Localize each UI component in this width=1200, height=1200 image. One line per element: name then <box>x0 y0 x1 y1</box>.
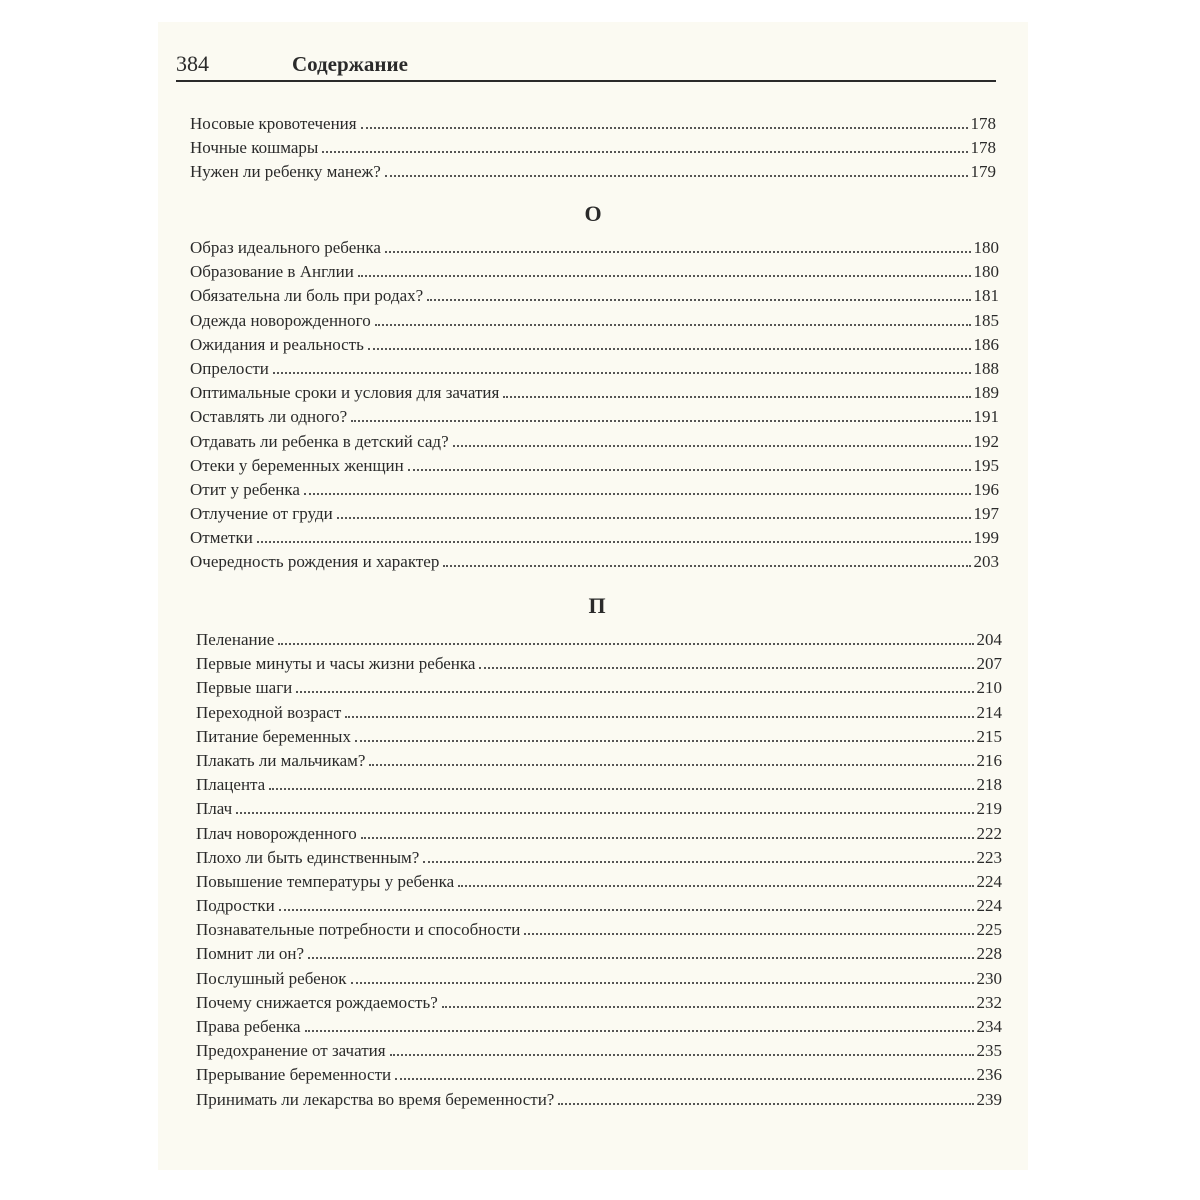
dot-leader <box>408 455 971 471</box>
dot-leader <box>279 895 974 911</box>
toc-entry-page-number: 191 <box>973 407 999 427</box>
toc-entry-title: Плацента <box>196 775 266 795</box>
dot-leader <box>375 310 971 326</box>
toc-entry <box>196 1039 1002 1063</box>
toc-entry <box>190 284 999 308</box>
toc-entry <box>190 357 999 381</box>
dot-leader <box>524 919 973 935</box>
dot-leader <box>308 943 973 959</box>
toc-entry-page-number: 222 <box>976 823 1002 843</box>
toc-entry <box>190 405 999 429</box>
dot-leader <box>269 774 973 790</box>
toc-entry-title: Познавательные потребности и способности <box>196 920 521 940</box>
running-title: Содержание <box>292 52 408 76</box>
toc-entry-title: Очередность рождения и характер <box>190 552 440 572</box>
dot-leader <box>453 431 971 447</box>
toc-entry-page-number: 204 <box>976 630 1002 649</box>
dot-leader <box>305 1016 974 1032</box>
toc-entry-page-number: 178 <box>970 114 996 133</box>
dot-leader <box>385 237 971 253</box>
dot-leader <box>337 503 971 519</box>
toc-entry <box>190 112 996 136</box>
toc-entry <box>196 1015 1002 1039</box>
toc-entry-title: Отеки у беременных женщин <box>190 455 404 475</box>
toc-entry-title: Оставлять ли одного? <box>190 407 348 427</box>
dot-leader <box>390 1040 974 1056</box>
toc-entry <box>190 526 999 550</box>
toc-entry-title: Послушный ребенок <box>196 968 347 988</box>
toc-entry-page-number: 215 <box>976 726 1002 746</box>
toc-entry-page-number: 199 <box>973 528 999 548</box>
dot-leader <box>278 629 973 645</box>
toc-entry-title: Отлучение от груди <box>190 504 333 524</box>
dot-leader <box>423 847 973 863</box>
toc-entry <box>196 749 1002 773</box>
toc-entry <box>196 676 1002 700</box>
dot-leader <box>385 161 968 177</box>
toc-entry-title: Плач <box>196 799 233 819</box>
toc-entry-title: Опрелости <box>190 358 269 378</box>
toc-entry-title: Образ идеального ребенка <box>190 238 381 257</box>
toc-entry <box>196 918 1002 942</box>
toc-entry-page-number: 189 <box>973 383 999 403</box>
toc-entry-title: Первые шаги <box>196 678 293 698</box>
toc-entry-title: Права ребенка <box>196 1017 301 1036</box>
toc-entry-page-number: 236 <box>976 1065 1002 1085</box>
toc-entry <box>196 725 1002 749</box>
toc-entry <box>196 1063 1002 1087</box>
dot-leader <box>558 1089 973 1105</box>
toc-entry-title: Плач новорожденного <box>196 823 357 843</box>
toc-entry-page-number: 186 <box>973 334 999 354</box>
toc-entry-title: Носовые кровотечения <box>190 114 357 133</box>
toc-entry <box>196 870 1002 894</box>
dot-leader <box>479 653 973 669</box>
dot-leader <box>257 527 971 543</box>
dot-leader <box>369 750 973 766</box>
page-number: 384 <box>176 51 209 76</box>
toc-entry <box>196 942 1002 966</box>
toc-entry-title: Оптимальные сроки и условия для зачатия <box>190 383 500 403</box>
toc-entry <box>190 478 999 502</box>
toc-entry <box>196 967 1002 991</box>
section-letter-p: П <box>588 593 606 618</box>
toc-entry <box>190 260 999 284</box>
toc-entry-title: Отдавать ли ребенка в детский сад? <box>190 431 449 451</box>
toc-section-o <box>190 236 999 575</box>
toc-entry-page-number: 214 <box>976 702 1002 722</box>
toc-entry-page-number: 218 <box>976 775 1002 795</box>
toc-entry-title: Плакать ли мальчикам? <box>196 750 366 770</box>
toc-entry <box>196 652 1002 676</box>
toc-entry-page-number: 180 <box>973 262 999 282</box>
toc-entry-title: Ночные кошмары <box>190 138 319 158</box>
toc-entry-title: Образование в Англии <box>190 262 354 282</box>
toc-entry-page-number: 180 <box>973 238 999 257</box>
toc-entry-page-number: 178 <box>970 138 996 158</box>
dot-leader <box>361 823 974 839</box>
toc-entry-page-number: 196 <box>973 479 999 499</box>
toc-entry <box>196 701 1002 725</box>
toc-entry-title: Ожидания и реальность <box>190 334 364 354</box>
toc-entry <box>190 333 999 357</box>
dot-leader <box>358 261 971 277</box>
toc-entry <box>190 309 999 333</box>
toc-entry-title: Отметки <box>190 528 253 548</box>
toc-entry-title: Обязательна ли боль при родах? <box>190 286 424 306</box>
toc-entry-title: Плохо ли быть единственным? <box>196 847 420 867</box>
toc-entry-page-number: 192 <box>973 431 999 451</box>
dot-leader <box>322 137 967 153</box>
dot-leader <box>355 726 974 742</box>
dot-leader <box>236 798 973 814</box>
dot-leader <box>395 1064 973 1080</box>
toc-entry-title: Переходной возраст <box>196 702 342 722</box>
toc-entry-page-number: 207 <box>976 654 1002 674</box>
toc-entry-title: Отит у ребенка <box>190 479 300 499</box>
toc-entry-page-number: 195 <box>973 455 999 475</box>
toc-entry-page-number: 224 <box>976 896 1002 916</box>
toc-entry-title: Подростки <box>196 896 275 916</box>
toc-entry <box>196 894 1002 918</box>
dot-leader <box>368 334 971 350</box>
toc-entry-title: Почему снижается рождаемость? <box>196 992 438 1012</box>
dot-leader <box>442 992 974 1008</box>
dot-leader <box>443 551 970 567</box>
toc-entry-page-number: 228 <box>976 944 1002 964</box>
toc-entry-page-number: 235 <box>976 1041 1002 1061</box>
toc-entry-page-number: 230 <box>976 968 1002 988</box>
toc-entry <box>190 381 999 405</box>
toc-entry-page-number: 216 <box>976 750 1002 770</box>
toc-section-n <box>190 112 996 185</box>
toc-entry <box>190 502 999 526</box>
toc-entry <box>196 797 1002 821</box>
toc-entry-page-number: 210 <box>976 678 1002 698</box>
dot-leader <box>427 285 970 301</box>
dot-leader <box>503 382 970 398</box>
toc-entry-page-number: 224 <box>976 871 1002 891</box>
toc-entry-title: Питание беременных <box>196 726 351 746</box>
dot-leader <box>351 406 970 422</box>
dot-leader <box>458 871 973 887</box>
toc-entry-title: Прерывание беременности <box>196 1065 392 1085</box>
toc-entry-title: Повышение температуры у ребенка <box>196 871 455 891</box>
toc-entry <box>196 1088 1002 1112</box>
toc-entry-page-number: 225 <box>976 920 1002 940</box>
toc-entry-page-number: 197 <box>973 504 999 524</box>
toc-entry-title: Нужен ли ребенку манеж? <box>190 162 381 182</box>
toc-entry-title: Помнит ли он? <box>196 944 305 964</box>
dot-leader <box>273 358 971 374</box>
dot-leader <box>345 702 973 718</box>
toc-entry-title: Принимать ли лекарства во время беременности? <box>196 1089 555 1109</box>
toc-entry <box>196 773 1002 797</box>
toc-entry <box>190 550 999 574</box>
toc-entry <box>190 160 996 184</box>
toc-entry-page-number: 234 <box>976 1017 1002 1036</box>
toc-entry-title: Одежда новорожденного <box>190 310 371 330</box>
toc-entry-page-number: 181 <box>973 286 999 306</box>
toc-entry <box>190 454 999 478</box>
toc-entry <box>196 846 1002 870</box>
toc-entry-page-number: 223 <box>976 847 1002 867</box>
toc-entry <box>190 430 999 454</box>
toc-entry-page-number: 239 <box>976 1089 1002 1109</box>
dot-leader <box>351 968 974 984</box>
toc-entry-page-number: 232 <box>976 992 1002 1012</box>
toc-entry-title: Пеленание <box>196 630 275 649</box>
toc-entry <box>196 628 1002 652</box>
toc-entry-page-number: 185 <box>973 310 999 330</box>
section-letter-o: О <box>584 201 602 226</box>
toc-entry-page-number: 219 <box>976 799 1002 819</box>
toc-entry <box>196 991 1002 1015</box>
page-header <box>176 52 996 82</box>
dot-leader <box>304 479 971 495</box>
toc-entry <box>190 236 999 260</box>
toc-section-p <box>196 628 1002 1112</box>
book-page <box>158 22 1028 1170</box>
toc-entry-page-number: 179 <box>970 162 996 182</box>
toc-entry <box>196 822 1002 846</box>
toc-entry-page-number: 203 <box>973 552 999 572</box>
toc-entry-page-number: 188 <box>973 358 999 378</box>
toc-entry-title: Первые минуты и часы жизни ребенка <box>196 654 476 674</box>
toc-entry-title: Предохранение от зачатия <box>196 1041 386 1061</box>
toc-entry <box>190 136 996 160</box>
dot-leader <box>361 113 968 129</box>
dot-leader <box>296 677 973 693</box>
